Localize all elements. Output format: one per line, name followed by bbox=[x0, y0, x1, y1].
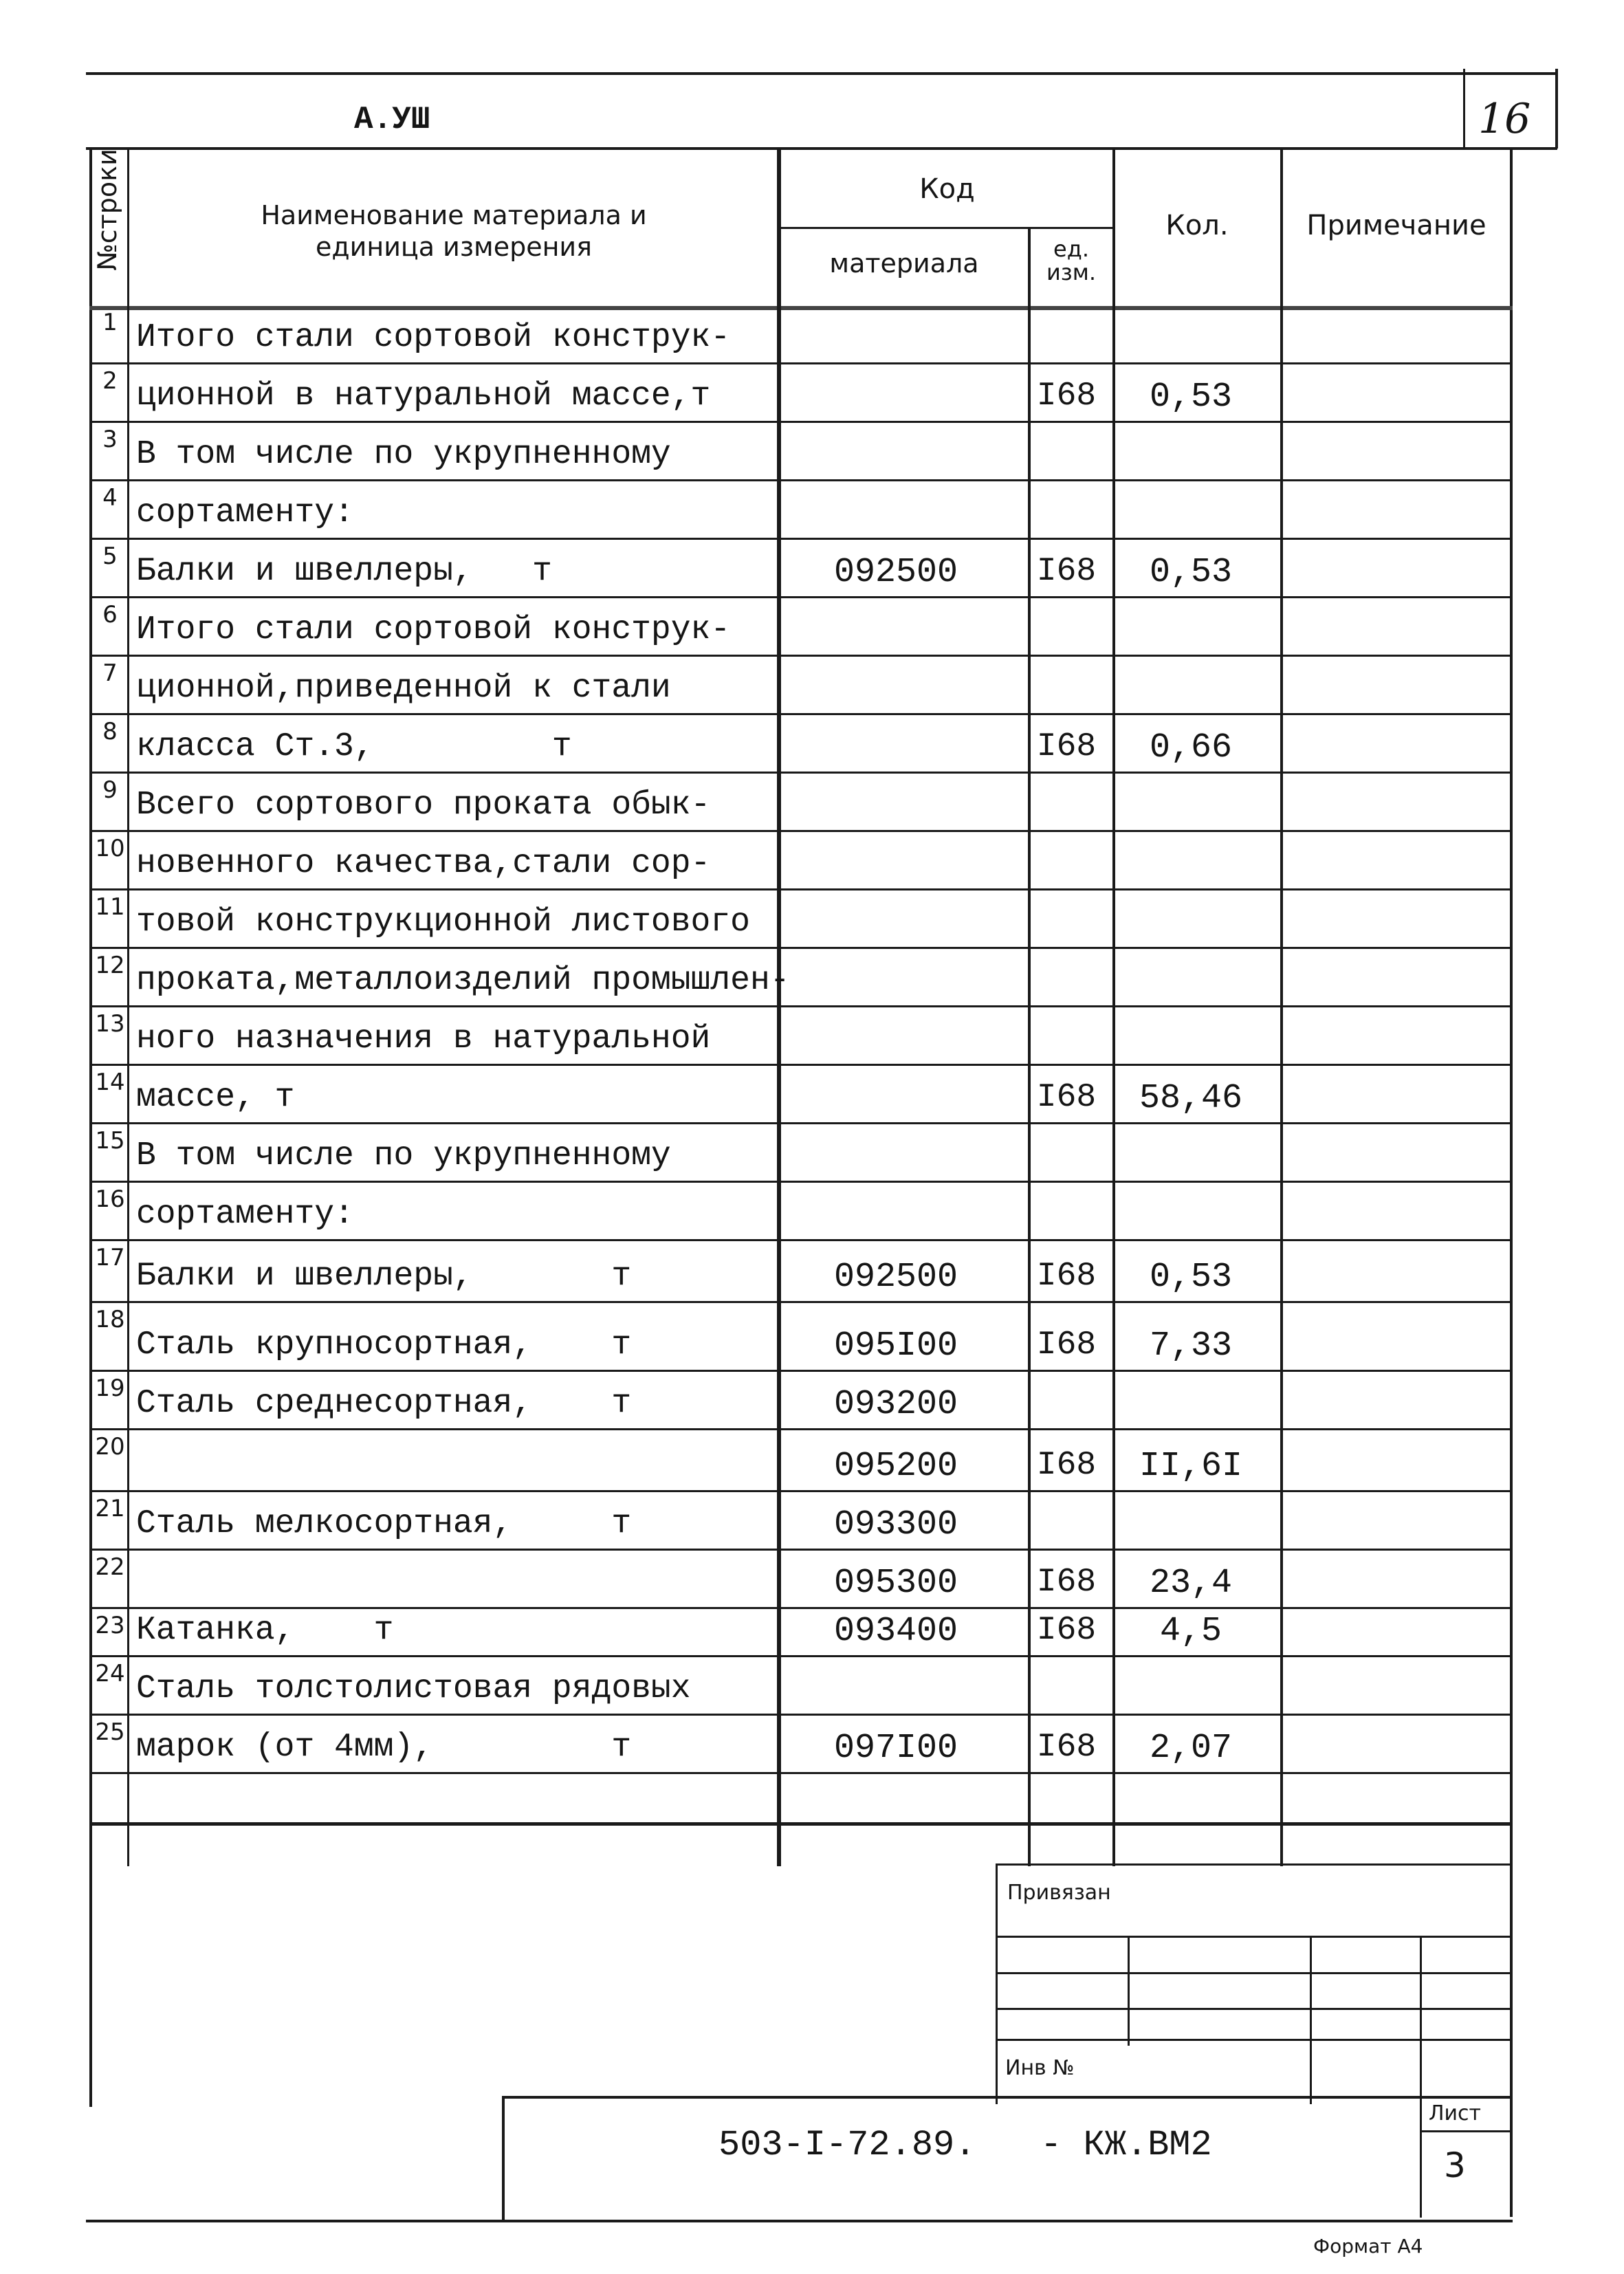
header-code: Код bbox=[919, 173, 975, 205]
quantity: 23,4 bbox=[1149, 1564, 1233, 1603]
table-row bbox=[0, 1492, 1624, 1551]
header-unit-line2: изм. bbox=[1046, 259, 1097, 285]
row-number: 2 bbox=[102, 367, 118, 395]
quantity: 0,66 bbox=[1149, 728, 1233, 767]
row-number: 9 bbox=[102, 776, 118, 804]
header-note: Примечание bbox=[1306, 210, 1486, 241]
row-number: 15 bbox=[95, 1127, 125, 1155]
row-number: 12 bbox=[95, 952, 125, 979]
title-block-left bbox=[502, 2096, 505, 2220]
material-name: новенного качества,стали сор- bbox=[136, 845, 711, 882]
stamp-col2 bbox=[1310, 1936, 1312, 2104]
table-row bbox=[0, 1657, 1624, 1716]
table-row bbox=[0, 1609, 1624, 1657]
material-code: 095200 bbox=[833, 1447, 958, 1486]
material-code: 093200 bbox=[833, 1385, 958, 1424]
unit-code: I68 bbox=[1036, 1729, 1097, 1766]
document-code: 503-I-72.89. - КЖ.ВМ2 bbox=[718, 2125, 1212, 2165]
material-name: ционной в натуральной массе,т bbox=[136, 378, 711, 415]
privyazan-label: Привязан bbox=[1007, 1881, 1111, 1905]
table-row bbox=[0, 949, 1624, 1007]
material-name: проката,металлоизделий промышлен- bbox=[136, 962, 790, 999]
table-top-line bbox=[86, 147, 1557, 150]
quantity: 0,53 bbox=[1149, 378, 1233, 417]
table-row bbox=[0, 1124, 1624, 1183]
series-label: А.УШ bbox=[354, 102, 430, 138]
table-row bbox=[0, 1372, 1624, 1430]
format-label: Формат А4 bbox=[1313, 2235, 1423, 2257]
header-unit-line1: ед. bbox=[1053, 236, 1089, 262]
row-number: 16 bbox=[95, 1185, 125, 1213]
row-number: 5 bbox=[102, 543, 118, 570]
code-subheader-line bbox=[780, 227, 1114, 229]
unit-code: I68 bbox=[1036, 1326, 1097, 1364]
material-code: 093400 bbox=[833, 1612, 958, 1651]
table-row bbox=[0, 1183, 1624, 1241]
row-number: 10 bbox=[95, 835, 125, 862]
material-name: ционной,приведенной к стали bbox=[136, 670, 671, 707]
material-name: массе, т bbox=[136, 1079, 295, 1116]
row-number: 14 bbox=[95, 1069, 125, 1096]
row-number: 23 bbox=[95, 1612, 125, 1639]
material-code: 093300 bbox=[833, 1505, 958, 1544]
unit-code: I68 bbox=[1036, 378, 1097, 415]
table-row bbox=[0, 1241, 1624, 1303]
table-row bbox=[0, 774, 1624, 832]
table-row bbox=[0, 832, 1624, 890]
table-row bbox=[0, 1430, 1624, 1492]
row-number: 18 bbox=[95, 1306, 125, 1333]
stamp-col1 bbox=[1128, 1936, 1130, 2046]
material-name: класса Ст.3, т bbox=[136, 728, 572, 765]
stamp-left bbox=[996, 1863, 998, 2104]
row-number: 21 bbox=[95, 1495, 125, 1522]
stamp-col3 bbox=[1420, 1936, 1422, 2218]
header-row-number: №строки bbox=[92, 149, 122, 271]
table-row bbox=[0, 481, 1624, 540]
row-number: 24 bbox=[95, 1660, 125, 1687]
material-name: Сталь мелкосортная, т bbox=[136, 1505, 632, 1542]
material-name: ного назначения в натуральной bbox=[136, 1020, 711, 1058]
row-number: 13 bbox=[95, 1010, 125, 1038]
material-code: 092500 bbox=[833, 1258, 958, 1297]
unit-code: I68 bbox=[1036, 1612, 1097, 1649]
unit-code: I68 bbox=[1036, 1258, 1097, 1295]
row-number: 11 bbox=[95, 893, 125, 921]
table-row bbox=[0, 1066, 1624, 1124]
material-code: 095I00 bbox=[833, 1326, 958, 1366]
table-row bbox=[0, 306, 1624, 364]
row-number: 25 bbox=[95, 1718, 125, 1746]
table-bottom-line bbox=[89, 1822, 1513, 1826]
quantity: II,6I bbox=[1139, 1447, 1243, 1486]
material-name: В том числе по укрупненному bbox=[136, 1137, 671, 1174]
row-number: 17 bbox=[95, 1244, 125, 1271]
quantity: 0,53 bbox=[1149, 553, 1233, 592]
page-number-handwritten: 16 bbox=[1478, 95, 1531, 143]
material-name: В том числе по укрупненному bbox=[136, 436, 671, 473]
material-name: Балки и швеллеры, т bbox=[136, 553, 552, 590]
table-row bbox=[0, 540, 1624, 598]
stamp-row3 bbox=[996, 2008, 1511, 2010]
quantity: 4,5 bbox=[1159, 1612, 1222, 1651]
row-number: 19 bbox=[95, 1375, 125, 1402]
row-number: 8 bbox=[102, 718, 118, 745]
material-name: Итого стали сортовой конструк- bbox=[136, 611, 731, 648]
header-name-line2: единица измерения bbox=[316, 232, 592, 262]
stamp-top bbox=[996, 1863, 1511, 1866]
unit-code: I68 bbox=[1036, 1447, 1097, 1484]
material-name: товой конструкционной листового bbox=[136, 904, 750, 941]
unit-code: I68 bbox=[1036, 1564, 1097, 1601]
row-number: 20 bbox=[95, 1433, 125, 1461]
stamp-row1 bbox=[996, 1936, 1511, 1938]
row-number: 3 bbox=[102, 426, 118, 453]
title-block-top bbox=[502, 2096, 1513, 2099]
header-material: материала bbox=[829, 248, 979, 278]
unit-code: I68 bbox=[1036, 553, 1097, 590]
table-row bbox=[0, 1007, 1624, 1066]
row-number: 6 bbox=[102, 601, 118, 628]
row-separator bbox=[89, 1772, 1513, 1774]
sheet-label-line bbox=[1420, 2130, 1511, 2132]
header-name-line1: Наименование материала и bbox=[261, 200, 647, 230]
material-name: Сталь толстолистовая рядовых bbox=[136, 1670, 691, 1707]
table-row bbox=[0, 423, 1624, 481]
inv-no-label: Инв № bbox=[1005, 2056, 1075, 2080]
header-unit bbox=[1029, 237, 1113, 284]
material-name: Катанка, т bbox=[136, 1612, 394, 1649]
row-number: 7 bbox=[102, 659, 118, 687]
material-name: Всего сортового проката обык- bbox=[136, 787, 711, 824]
table-row bbox=[0, 1716, 1624, 1774]
table-row bbox=[0, 1551, 1624, 1609]
material-code: 097I00 bbox=[833, 1729, 958, 1768]
table-row bbox=[0, 890, 1624, 949]
table-row bbox=[0, 1303, 1624, 1372]
header-qty: Кол. bbox=[1165, 210, 1229, 241]
unit-code: I68 bbox=[1036, 728, 1097, 765]
header-divider bbox=[1463, 69, 1465, 149]
quantity: 2,07 bbox=[1149, 1729, 1233, 1768]
quantity: 7,33 bbox=[1149, 1326, 1233, 1366]
material-code: 095300 bbox=[833, 1564, 958, 1603]
row-number: 22 bbox=[95, 1553, 125, 1581]
table-row bbox=[0, 364, 1624, 423]
material-name: марок (от 4мм), т bbox=[136, 1729, 632, 1766]
sheet-number: 3 bbox=[1444, 2145, 1466, 2185]
header-name bbox=[131, 199, 777, 263]
material-name: Итого стали сортовой конструк- bbox=[136, 319, 731, 356]
material-name: сортаменту: bbox=[136, 494, 354, 532]
material-code: 092500 bbox=[833, 553, 958, 592]
stamp-row2 bbox=[996, 1972, 1511, 1974]
unit-code: I68 bbox=[1036, 1079, 1097, 1116]
material-name: сортаменту: bbox=[136, 1196, 354, 1233]
row-number: 4 bbox=[102, 484, 118, 512]
material-name: Балки и швеллеры, т bbox=[136, 1258, 632, 1295]
table-row bbox=[0, 598, 1624, 657]
bottom-frame bbox=[86, 2220, 1513, 2222]
material-name: Сталь крупносортная, т bbox=[136, 1326, 632, 1364]
stamp-row4 bbox=[996, 2039, 1511, 2041]
row-number: 1 bbox=[102, 309, 118, 336]
top-border bbox=[86, 72, 1557, 75]
sheet-label: Лист bbox=[1429, 2101, 1482, 2125]
quantity: 58,46 bbox=[1139, 1079, 1243, 1118]
table-row bbox=[0, 657, 1624, 715]
table-row bbox=[0, 715, 1624, 774]
material-name: Сталь среднесортная, т bbox=[136, 1385, 632, 1422]
quantity: 0,53 bbox=[1149, 1258, 1233, 1297]
right-border bbox=[1555, 69, 1558, 149]
